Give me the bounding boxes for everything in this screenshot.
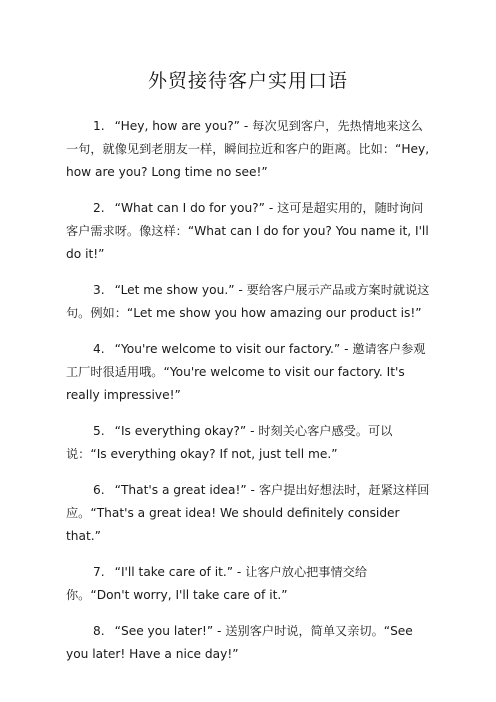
list-item-text: “That's a great idea!” - 客户提出好想法时，赶紧这样回应。“That's a great idea! We should definitely consider that.” [66,483,430,543]
list-item-number: 8. [93,624,105,638]
list-item [66,338,430,407]
list-item-text: “Hey, how are you?” - 每次见到客户，先热情地来这么一句，就像见到老朋友一样，瞬间拉近和客户的距离。比如：“Hey, how are you? Long time no see!” [66,119,430,179]
list-item [66,279,430,325]
list-item-text: “I'll take care of it.” - 让客户放心把事情交给你。“Don't worry, I'll take care of it.” [66,565,368,602]
list-item-text: “What can I do for you?” - 这可是超实用的，随时询问客户需求呀。像这样：“What can I do for you? You name it, I'll do it!” [66,201,429,261]
list-item-number: 1. [93,119,105,133]
list-item-text: “Is everything okay?” - 时刻关心客户感受。可以说：“Is everything okay? If not, just tell me.” [66,424,393,461]
page-title: 外贸接待客户实用口语 [147,70,348,92]
phrase-list [66,115,430,666]
list-item-text: “See you later!” - 送别客户时说，简单又亲切。“See you later! Have a nice day!” [66,624,413,661]
list-item [66,479,430,548]
list-item [66,620,430,666]
list-item-text: “You're welcome to visit our factory.” - 邀请客户参观工厂时很适用哦。“You're welcome to visit our factory. It's really impressive!” [66,342,426,402]
list-item-number: 7. [93,565,105,579]
list-item-number: 6. [93,483,105,497]
list-item-number: 5. [93,424,105,438]
list-item [66,420,430,466]
list-item-number: 3. [93,283,105,297]
list-item [66,115,430,184]
list-item [66,561,430,607]
list-item-number: 2. [93,201,105,215]
list-item [66,197,430,266]
list-item-number: 4. [93,342,105,356]
list-item-text: “Let me show you.” - 要给客户展示产品或方案时就说这句。例如：“Let me show you how amazing our product is!” [66,283,430,320]
